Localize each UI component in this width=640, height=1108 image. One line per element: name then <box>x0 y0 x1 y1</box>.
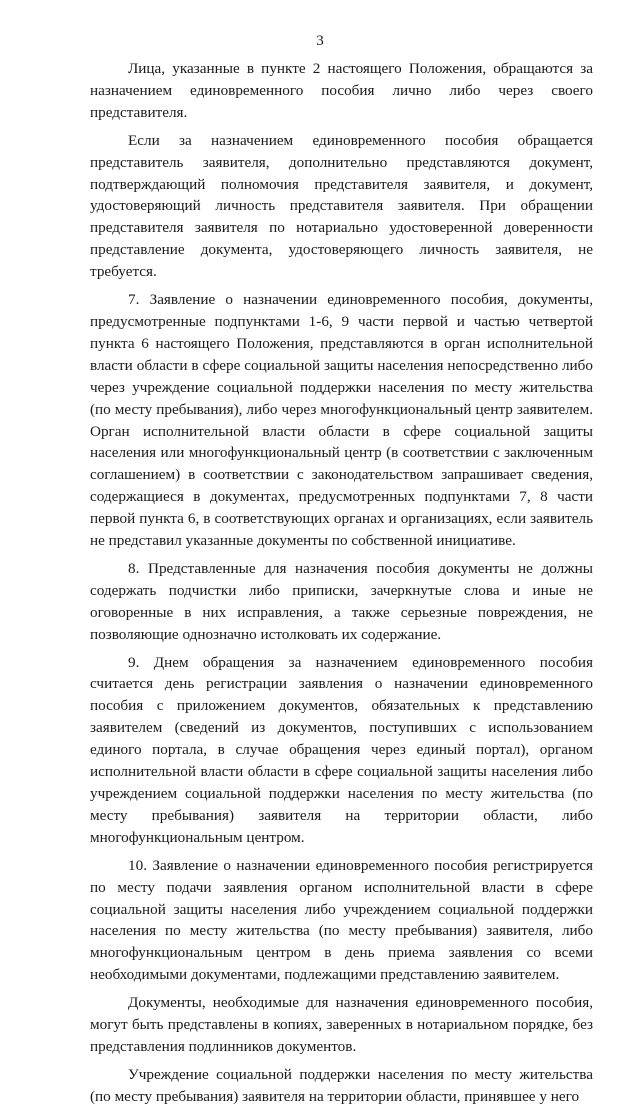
paragraph-representative: Если за назначением единовременного пособия обращается представитель заявителя, дополнительно представляются документ, подтверждающий полномочия представителя заявителя, и документ, удостоверяющий личность представителя заявителя. При обращении представителя заявителя по нотариально удостоверенной доверенности представление документа, удостоверяющего личность заявителя, не требуется. <box>90 131 593 281</box>
page-number: 3 <box>316 33 324 49</box>
paragraph-institution: Учреждение социальной поддержки населения по месту жительства (по месту пребывания) заявителя на территории области, принявшее у него <box>90 1065 593 1105</box>
paragraph-copies: Документы, необходимые для назначения единовременного пособия, могут быть представлены в копиях, заверенных в нотариальном порядке, без представления подлинников документов. <box>90 994 593 1055</box>
paragraph-item-10: 10. Заявление о назначении единовременного пособия регистрируется по месту подачи заявления органом исполнительной власти в сфере социальной защиты населения либо учреждением социальной поддержки населения по месту жительства (по месту пребывания) заявителя, либо многофункциональным центром в день приема заявления со всеми необходимыми документами, подлежащими представлению заявителем. <box>90 856 593 984</box>
paragraph-item-8: 8. Представленные для назначения пособия документы не должны содержать подчистки либо приписки, зачеркнутые слова и иные не оговоренные в них исправления, а также серьезные повреждения, не позволяющие однозначно истолковать их содержание. <box>90 559 593 643</box>
paragraph-item-7: 7. Заявление о назначении единовременного пособия, документы, предусмотренные подпунктами 1-6, 9 части первой и частью четвертой пункта 6 настоящего Положения, представляются в орган исполнительной власти области в сфере социальной защиты населения непосредственно либо через учреждение социальной поддержки населения по месту жительства (по месту пребывания), либо через многофункциональный центр заявителем. Орган исполнительной власти области в сфере социальной защиты населения или многофункциональный центр (в соответствии с заключенным соглашением) в соответствии с законодательством запрашивает сведения, содержащиеся в документах, предусмотренных подпунктами 7, 8 части первой пункта 6, в соответствующих органах и организациях, если заявитель не представил указанные документы по собственной инициативе. <box>90 291 593 550</box>
document-body <box>90 58 593 1108</box>
paragraph-item-9: 9. Днем обращения за назначением единовременного пособия считается день регистрации заявления о назначении единовременного пособия с приложением документов, обязательных к представлению заявителем (сведений из документов, поступивших с использованием единого портала, в случае обращения через единый портал), органом исполнительной власти области в сфере социальной защиты населения либо учреждением социальной поддержки населения по месту жительства (по месту пребывания) заявителя на территории области, либо многофункциональным центром. <box>90 653 593 846</box>
paragraph-applicants: Лица, указанные в пункте 2 настоящего Положения, обращаются за назначением единовременного пособия лично либо через своего представителя. <box>90 60 593 121</box>
